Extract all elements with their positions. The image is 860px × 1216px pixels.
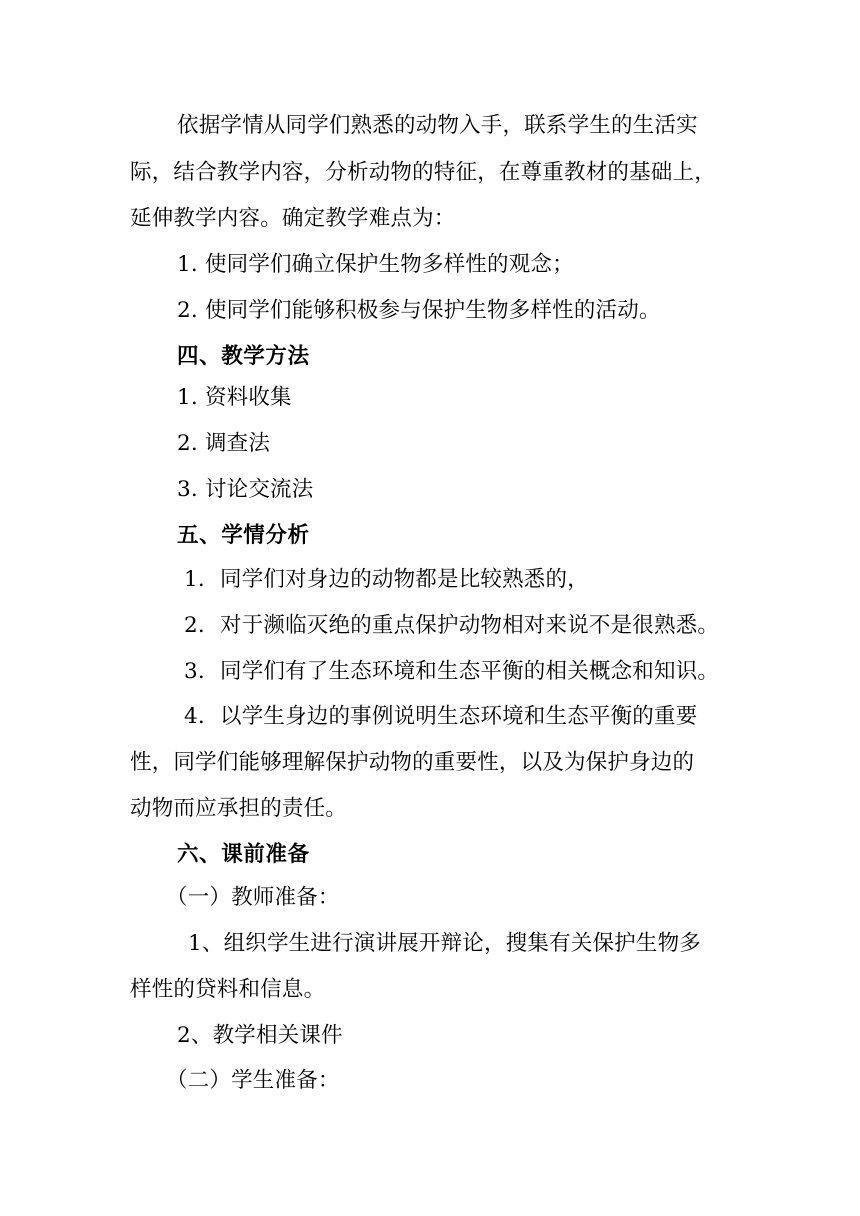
subsection-title-teacher: （一）教师准备： [166,885,340,910]
paragraph-line: 依据学情从同学们熟悉的动物入手，联系学生的生活实 [177,113,698,138]
method-item: 3. 讨论交流法 [177,477,314,502]
analysis-item [184,566,589,594]
difficulty-item: 1. 使同学们确立保护生物多样性的观念； [177,252,574,277]
analysis-item-number: 1. [184,567,205,592]
analysis-item-text: 同学们有了生态环境和生态平衡的相关概念和知识。 [220,659,720,684]
analysis-item-text: 以学生身边的事例说明生态环境和生态平衡的重要 [220,704,698,729]
paragraph-line: 延伸教学内容。确定教学难点为： [130,206,456,231]
subsection-title-student: （二）学生准备： [166,1068,340,1093]
paragraph-line: 1、组织学生进行演讲展开辩论，搜集有关保护生物多 [188,931,701,956]
paragraph-line: 际，结合教学内容，分析动物的特征，在尊重教材的基础上， [130,160,716,185]
section-heading-methods: 四、教学方法 [177,344,310,369]
method-item: 2. 调查法 [177,431,271,456]
analysis-item-text: 对于濒临灭绝的重点保护动物相对来说不是很熟悉。 [220,613,720,638]
analysis-item [184,703,697,731]
paragraph-line: 性，同学们能够理解保护动物的重要性，以及为保护身边的 [130,750,695,775]
analysis-item-number: 3. [184,659,205,684]
analysis-item [184,658,719,686]
section-heading-preparation: 六、课前准备 [177,842,310,867]
analysis-item-number: 2. [184,613,205,638]
section-heading-analysis: 五、学情分析 [177,523,310,548]
analysis-item [184,612,719,640]
teacher-item: 2、教学相关课件 [177,1023,343,1048]
analysis-item-number: 4. [184,704,205,729]
paragraph-line: 样性的贷料和信息。 [130,977,326,1002]
paragraph-line: 动物而应承担的责任。 [130,796,348,821]
analysis-item-text: 同学们对身边的动物都是比较熟悉的， [220,567,589,592]
difficulty-item: 2. 使同学们能够积极参与保护生物多样性的活动。 [177,298,661,323]
method-item: 1. 资料收集 [177,385,292,410]
